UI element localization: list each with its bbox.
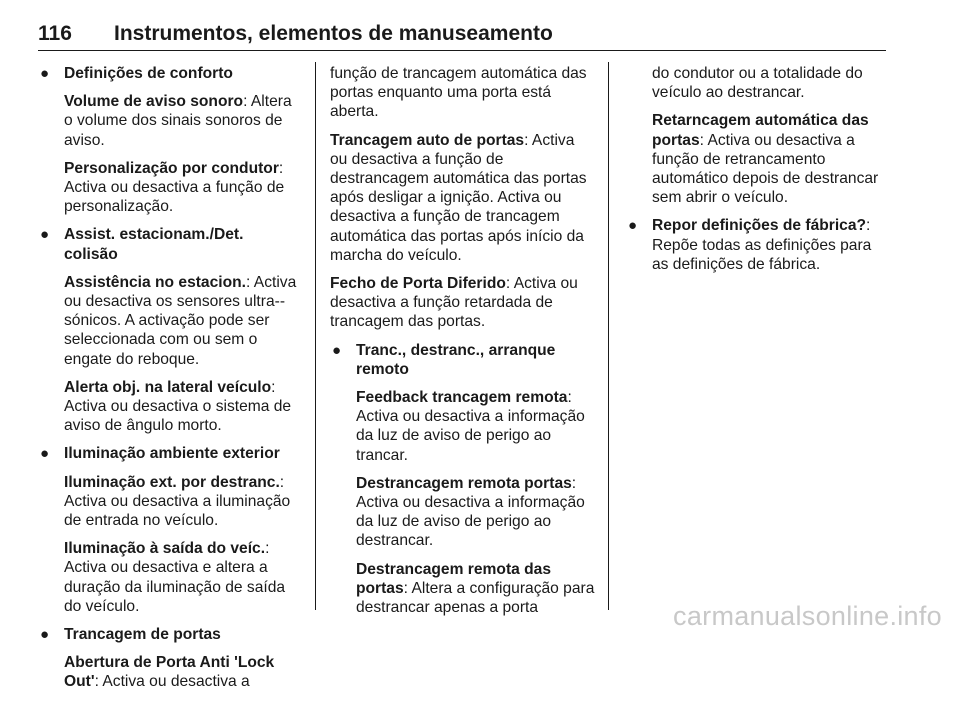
entry-text xyxy=(356,560,596,618)
bullet-icon: ● xyxy=(40,226,50,244)
continued-text: do condutor ou a totalidade do veículo ao destrancar. xyxy=(652,65,863,102)
page-header xyxy=(38,22,886,50)
entry-text xyxy=(64,159,300,217)
entry-label: Repor definições de fábrica? xyxy=(652,217,867,235)
entry-description: : Repõe todas as definições para as definições de fábrica. xyxy=(652,217,872,273)
continued-text: função de trancagem automática das portas enquanto uma porta está aberta. xyxy=(330,65,587,121)
entry-description: : Altera o volume dos sinais sonoros de aviso. xyxy=(64,93,292,149)
page-number: 116 xyxy=(38,22,72,45)
list-item-factory-reset xyxy=(626,216,892,274)
entry-text xyxy=(64,92,300,150)
entry-label: Destrancagem remota portas xyxy=(356,474,572,492)
entry-text xyxy=(330,131,596,265)
item-title: Tranc., destranc., arranque remoto xyxy=(356,341,556,378)
entry-label: Retarncagem automática das portas xyxy=(652,112,869,149)
header-divider xyxy=(38,50,886,51)
entry-label: Personalização por condutor xyxy=(64,159,279,177)
entry-description: : Activa ou desactiva o sistema de aviso de ângulo morto. xyxy=(64,378,292,435)
entry-label: Iluminação ext. por destranc. xyxy=(64,473,280,491)
entry-text xyxy=(64,653,300,691)
entry-label: Abertura de Porta Anti 'Lock Out' xyxy=(64,654,275,691)
entry-text xyxy=(356,474,596,551)
list-item-remote-lock xyxy=(330,341,596,618)
entry-description: : Activa ou desactiva a função de destrancagem automática das portas após desligar a ignição. Activa ou desactiva a função de trancagem automática das portas após início da marcha do veículo. xyxy=(330,131,587,264)
entry-text xyxy=(64,378,300,436)
column-divider-1 xyxy=(315,62,316,610)
entry-label: Fecho de Porta Diferido xyxy=(330,275,506,293)
entry-text xyxy=(64,473,300,531)
entry-description: : Activa ou desactiva a informação da luz de aviso de perigo ao trancar. xyxy=(356,389,585,464)
list-item-continued xyxy=(626,64,892,207)
entry-label: Assistência no estacion. xyxy=(64,273,246,291)
entry-text xyxy=(330,274,596,332)
item-title: Trancagem de portas xyxy=(64,626,221,644)
item-title: Assist. estacionam./Det. colisão xyxy=(64,226,244,263)
bullet-icon: ● xyxy=(332,341,342,359)
item-title: Definições de conforto xyxy=(64,65,233,82)
entry-description: : Activa ou desactiva os sensores ultra--sónicos. A activação pode ser seleccionada com ou sem o engate do reboque. xyxy=(64,273,297,368)
entry-text xyxy=(652,216,892,274)
entry-description: : Activa ou desactiva a xyxy=(94,673,250,691)
entry-description: : Activa ou desactiva a função retardada de trancagem das portas. xyxy=(330,275,578,331)
entry-description: : Activa ou desactiva a função de retrancamento automático depois de destrancar sem abrir o veículo. xyxy=(652,131,879,207)
entry-description: : Activa ou desactiva a informação da luz de aviso de perigo ao destrancar. xyxy=(356,474,585,550)
bullet-icon: ● xyxy=(40,445,50,463)
column-3 xyxy=(626,64,892,283)
page-title: Instrumentos, elementos de manuseamento xyxy=(114,22,553,45)
watermark: carmanualsonline.info xyxy=(673,601,942,631)
entry-label: Trancagem auto de portas xyxy=(330,131,525,149)
bullet-icon: ● xyxy=(628,217,638,235)
list-item-door-locking xyxy=(38,625,300,692)
entry-description: : Activa ou desactiva e altera a duração da iluminação de saída do veículo. xyxy=(64,540,286,615)
list-item-exterior-lighting xyxy=(38,444,300,616)
entry-label: Alerta obj. na lateral veículo xyxy=(64,378,272,396)
entry-text xyxy=(652,111,892,207)
entry-text xyxy=(64,273,300,369)
column-1 xyxy=(38,64,300,701)
entry-label: Feedback trancagem remota xyxy=(356,389,568,407)
entry-text xyxy=(356,388,596,465)
entry-label: Destrancagem remota das portas xyxy=(356,560,552,597)
list-item-comfort-settings xyxy=(38,64,300,216)
item-title: Iluminação ambiente exterior xyxy=(64,445,280,463)
entry-label: Volume de aviso sonoro xyxy=(64,93,244,111)
entry-description: : Activa ou desactiva a iluminação de entrada no veículo. xyxy=(64,473,291,530)
entry-description: : Altera a configuração para destrancar apenas a porta xyxy=(356,579,595,617)
entry-description: : Activa ou desactiva a função de personalização. xyxy=(64,159,285,216)
bullet-icon: ● xyxy=(40,65,50,82)
entry-text xyxy=(64,539,300,616)
bullet-icon: ● xyxy=(40,626,50,644)
column-2 xyxy=(330,64,596,626)
column-divider-2 xyxy=(608,62,609,610)
list-item-parking-assist xyxy=(38,225,300,435)
entry-label: Iluminação à saída do veíc. xyxy=(64,540,266,558)
